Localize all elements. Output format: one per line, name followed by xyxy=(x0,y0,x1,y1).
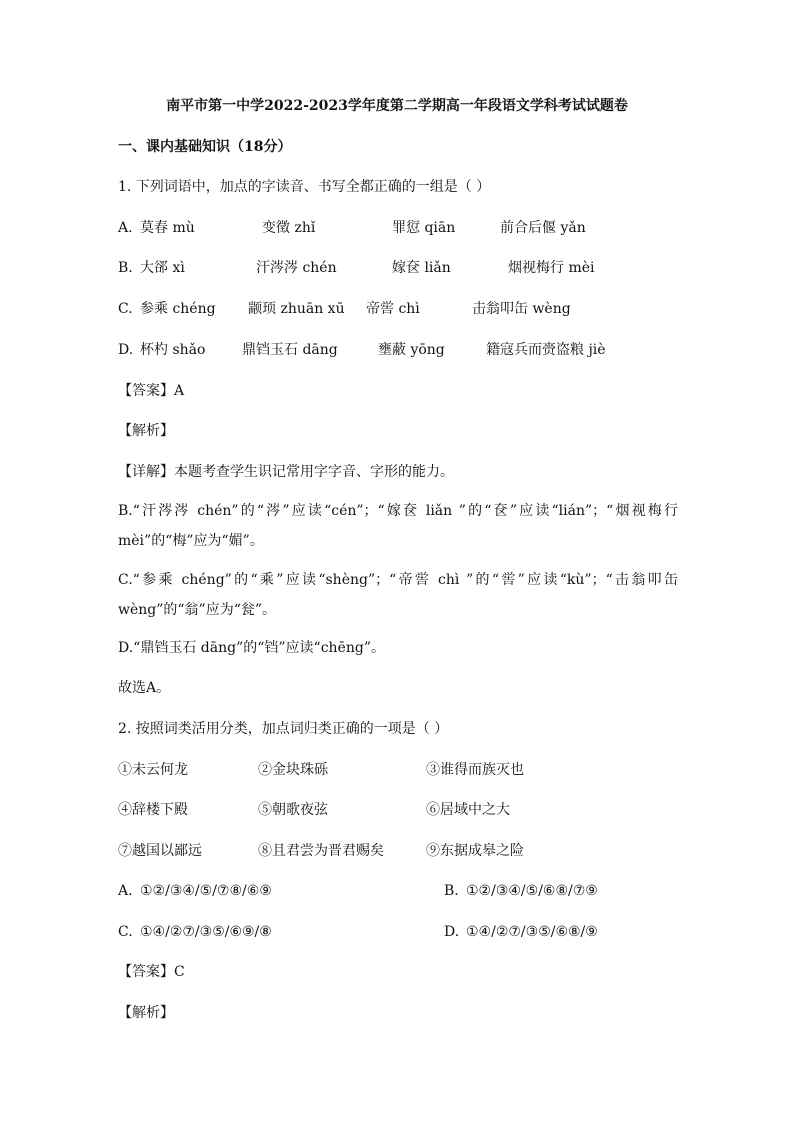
option-text: ①④/②⑦/③⑤/⑥⑧/⑨ xyxy=(466,924,598,940)
question-2-stem: 2. 按照词类活用分类，加点词归类正确的一项是（ ） xyxy=(118,721,449,737)
option-item: 莫春 mù xyxy=(140,220,195,236)
list-item: ④辞楼下殿 xyxy=(118,802,188,818)
question-1-stem: 1. 下列词语中，加点的字读音、书写全都正确的一组是（ ） xyxy=(118,179,491,195)
section-heading: 一、课内基础知识（18分） xyxy=(118,139,292,155)
list-item: ⑨东据成皋之险 xyxy=(426,843,524,859)
list-item: ⑥居域中之大 xyxy=(426,802,510,818)
explanation-b: B.“汗涔涔 chén”的“涔”应读“cén”；“嫁奁 liǎn ”的“奁”应读“lián”；“烟视梅行 mèi”的“梅”应为“媚”。 xyxy=(118,503,678,549)
option-label: D. xyxy=(118,342,134,358)
option-label: B. xyxy=(118,260,133,276)
list-item: ⑤朝歌夜弦 xyxy=(258,802,328,818)
option-item: 击翁叩缶 wèng xyxy=(472,301,571,317)
answer-label: 【答案】A xyxy=(118,383,185,399)
option-text: ①②/③④/⑤/⑦⑧/⑥⑨ xyxy=(140,883,272,899)
option-item: 鼎铛玉石 dāng xyxy=(242,342,338,358)
explanation-c: C.“参乘 chéng”的“乘”应读“shèng”；“帝喾 chì ”的“喾”应读“kù”；“击翁叩缶 wèng”的“翁”应为“瓮”。 xyxy=(118,572,678,618)
detail-text: 【详解】本题考查学生识记常用字字音、字形的能力。 xyxy=(118,464,454,480)
option-item: 籍寇兵而赍盗粮 jiè xyxy=(486,342,606,358)
option-label: A. xyxy=(118,883,133,899)
analysis-label: 【解析】 xyxy=(118,1005,174,1021)
list-item: ①未云何龙 xyxy=(118,762,188,778)
option-item: 嫁奁 liǎn xyxy=(392,260,451,276)
page-title: 南平市第一中学2022-2023学年度第二学期高一年段语文学科考试试题卷 xyxy=(166,98,628,114)
option-item: 帝喾 chì xyxy=(366,301,420,317)
explanation-d: D.“鼎铛玉石 dāng”的“铛”应读“chēng”。 xyxy=(118,640,385,656)
option-item: 前合后偃 yǎn xyxy=(500,220,586,236)
option-label: C. xyxy=(118,924,133,940)
option-text: ①②/③④/⑤/⑥⑧/⑦⑨ xyxy=(466,883,598,899)
option-label: B. xyxy=(444,883,459,899)
option-label: C. xyxy=(118,301,133,317)
list-item: ⑧且君尝为晋君赐矣 xyxy=(258,843,384,859)
option-item: 壅蔽 yōng xyxy=(378,342,445,358)
option-item: 大郤 xì xyxy=(140,260,185,276)
list-item: ②金块珠砾 xyxy=(258,762,328,778)
answer-label: 【答案】C xyxy=(118,964,185,980)
list-item: ③谁得而族灭也 xyxy=(426,762,524,778)
analysis-label: 【解析】 xyxy=(118,423,174,439)
option-item: 汗涔涔 chén xyxy=(256,260,337,276)
option-item: 参乘 chéng xyxy=(140,301,216,317)
option-text: ①④/②⑦/③⑤/⑥⑨/⑧ xyxy=(140,924,272,940)
list-item: ⑦越国以鄙远 xyxy=(118,843,202,859)
option-item: 烟视梅行 mèi xyxy=(508,260,595,276)
option-label: D. xyxy=(444,924,460,940)
option-item: 变徵 zhǐ xyxy=(262,220,316,236)
conclusion: 故选A。 xyxy=(118,680,171,696)
option-item: 罪愆 qiān xyxy=(392,220,456,236)
option-item: 颛顼 zhuān xū xyxy=(248,301,345,317)
option-label: A. xyxy=(118,220,133,236)
option-item: 杯杓 shǎo xyxy=(140,342,206,358)
